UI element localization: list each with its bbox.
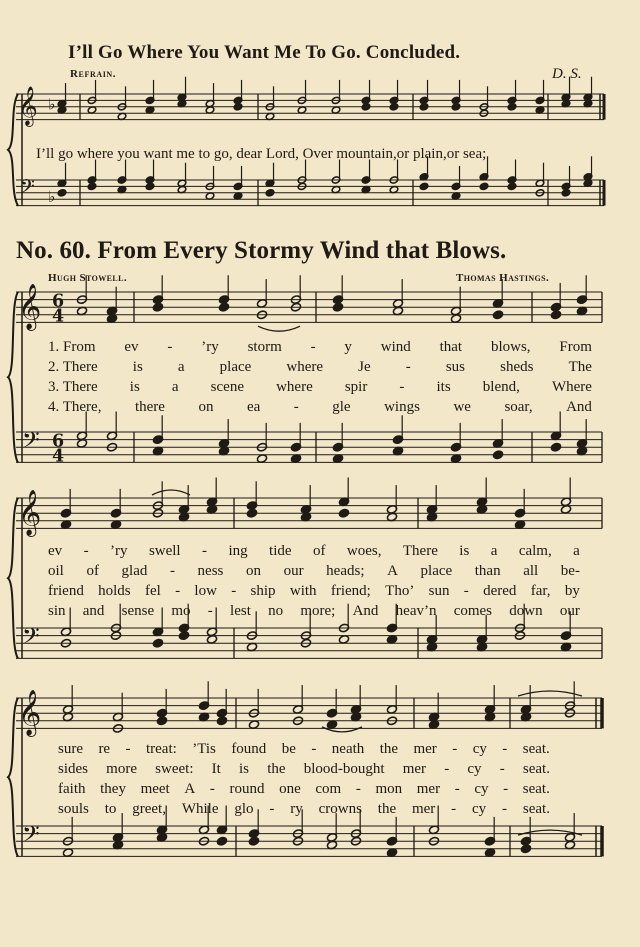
lyric-syllable: seat.: [522, 781, 550, 797]
lyric-syllable: y: [344, 339, 352, 355]
lyric-syllable: heav’n: [395, 603, 437, 619]
verse-line: [48, 602, 580, 620]
note-head: [479, 182, 488, 190]
dal-segno-mark: D. S.: [552, 66, 582, 82]
lyric-syllable: ’ry: [110, 543, 128, 559]
verse-line: [48, 398, 592, 416]
lyric-syllable: And: [352, 603, 379, 619]
lyric-syllable: -: [167, 339, 173, 355]
note-head: [389, 103, 398, 111]
lyric-syllable: is: [459, 543, 470, 559]
lyric-syllable: sheds: [500, 359, 534, 375]
lyric-syllable: fel: [144, 583, 161, 599]
slur: [152, 490, 190, 495]
lyric-syllable: -: [202, 543, 208, 559]
lyric-syllable: sus: [445, 359, 466, 375]
bass-clef: 𝄢: [22, 821, 40, 853]
lyric-syllable: sides: [58, 761, 88, 777]
lyric-syllable: we: [453, 399, 471, 415]
lyric-syllable: -: [311, 741, 317, 757]
note-head: [419, 182, 428, 190]
lyric-syllable: crowns: [318, 801, 362, 817]
lyric-syllable: From: [559, 339, 592, 355]
lyric-syllable: Tho’: [385, 583, 415, 599]
lyric-syllable: storm: [247, 339, 282, 355]
lyric-syllable: tide: [269, 543, 292, 559]
flat-sign: ♭: [48, 187, 56, 206]
lyric-syllable: dered: [483, 583, 517, 599]
treble-clef: 𝄞: [18, 489, 42, 536]
treble-clef: 𝄞: [18, 283, 42, 330]
note-head: [332, 302, 343, 312]
lyric-syllable: scene: [210, 379, 244, 395]
lyric-syllable: where: [276, 379, 313, 395]
slur: [258, 326, 300, 331]
lyric-syllable: the: [267, 761, 286, 777]
lyric-syllable: It: [211, 761, 221, 777]
lyric-syllable: no: [268, 603, 284, 619]
lyric-syllable: ry: [290, 801, 303, 817]
note-head: [233, 103, 242, 111]
time-signature: 6: [52, 431, 65, 452]
system-brace: [8, 94, 18, 206]
lyric-syllable: cy: [474, 781, 489, 797]
lyric-syllable: sweet:: [155, 761, 194, 777]
lyric-syllable: -: [269, 801, 275, 817]
lyric-syllable: A: [387, 563, 398, 579]
note-head: [550, 310, 561, 320]
lyric-syllable: 3. There: [48, 379, 98, 395]
lyric-syllable: ’Tis: [192, 741, 216, 757]
verse-line: [48, 378, 592, 396]
lyric-syllable: a: [573, 543, 580, 559]
note-head: [492, 310, 503, 320]
note-head: [338, 508, 349, 518]
note-head: [419, 103, 428, 111]
lyric-syllable: ing: [228, 543, 248, 559]
note-head: [246, 508, 257, 518]
lyric-syllable: blood-bought: [303, 761, 385, 777]
lyric-syllable: -: [451, 801, 457, 817]
lyric-syllable: -: [125, 741, 131, 757]
refrain-lyric: I’ll go where you want me to go, dear Lord, Over mountain,or plain,or sea;: [36, 146, 487, 162]
system-brace: [8, 292, 18, 462]
lyric-syllable: our: [283, 563, 304, 579]
lyric-syllable: place: [420, 563, 453, 579]
verse-line: [58, 780, 550, 798]
lyric-syllable: -: [310, 339, 316, 355]
lyric-syllable: treat:: [145, 741, 177, 757]
verse-line: [48, 562, 580, 580]
lyric-syllable: mon: [375, 781, 403, 797]
lyric-syllable: com: [315, 781, 342, 797]
lyric-syllable: where: [286, 359, 324, 375]
lyric-syllable: a: [490, 543, 498, 559]
lyric-syllable: be: [281, 741, 296, 757]
lyric-syllable: -: [399, 379, 405, 395]
lyric-syllable: a: [171, 379, 179, 395]
lyric-syllable: is: [129, 379, 140, 395]
lyric-syllable: our: [559, 603, 580, 619]
composer-credit: Thomas Hastings.: [456, 272, 550, 284]
lyric-syllable: mer: [411, 801, 436, 817]
lyric-syllable: blend,: [482, 379, 520, 395]
lyric-syllable: far,: [530, 583, 551, 599]
lyric-syllable: round: [229, 781, 265, 797]
lyric-syllable: ev: [124, 339, 139, 355]
lyric-syllable: there: [134, 399, 165, 415]
lyric-syllable: -: [209, 781, 215, 797]
note-head: [57, 189, 66, 197]
lyric-syllable: Je: [358, 359, 371, 375]
lyric-syllable: And: [566, 399, 592, 415]
lyric-syllable: cy: [472, 741, 487, 757]
lyric-syllable: There: [402, 543, 438, 559]
lyric-syllable: mer: [413, 741, 437, 757]
lyric-syllable: all: [523, 563, 539, 579]
lyric-syllable: by: [564, 583, 580, 599]
note-head: [178, 631, 189, 641]
lyric-syllable: 4. There,: [48, 399, 102, 415]
lyric-syllable: one: [279, 781, 301, 797]
lyric-syllable: and: [82, 603, 105, 619]
slur: [518, 691, 582, 696]
lyric-syllable: wind: [380, 339, 411, 355]
lyric-syllable: cy: [467, 761, 482, 777]
lyric-syllable: -: [463, 583, 469, 599]
time-signature: 4: [52, 446, 65, 467]
lyric-syllable: glad: [121, 563, 148, 579]
lyric-syllable: meet: [140, 781, 170, 797]
lyric-syllable: the: [379, 741, 399, 757]
system-brace: [8, 698, 18, 856]
lyric-syllable: sin: [48, 603, 66, 619]
lyric-syllable: they: [100, 781, 126, 797]
note-head: [361, 103, 370, 111]
lyric-syllable: A: [184, 781, 196, 797]
lyric-syllable: The: [568, 359, 592, 375]
lyric-syllable: swell: [148, 543, 181, 559]
bass-clef: 𝄢: [22, 623, 40, 655]
lyric-syllable: on: [245, 563, 261, 579]
lyric-syllable: calm,: [518, 543, 552, 559]
note-head: [218, 302, 229, 312]
lyric-syllable: is: [132, 359, 143, 375]
verse-line: [58, 740, 550, 758]
lyric-syllable: neath: [331, 741, 365, 757]
lyric-syllable: -: [355, 781, 361, 797]
flat-sign: ♭: [48, 95, 56, 114]
lyricist-credit: Hugh Stowell.: [48, 272, 128, 284]
note-head: [265, 189, 274, 197]
lyric-syllable: is: [239, 761, 250, 777]
treble-clef: 𝄞: [18, 86, 38, 126]
lyric-syllable: -: [207, 603, 213, 619]
lyric-syllable: mer: [402, 761, 427, 777]
note-head: [507, 182, 516, 190]
lyric-syllable: seat.: [522, 741, 550, 757]
lyric-syllable: -: [502, 741, 508, 757]
time-signature: 4: [52, 306, 65, 327]
bass-clef: 𝄢: [22, 427, 40, 459]
lyric-syllable: sense: [121, 603, 155, 619]
verse-line: [58, 800, 550, 818]
verse-line: [48, 542, 580, 560]
lyric-syllable: -: [444, 761, 450, 777]
lyric-syllable: blows,: [490, 339, 531, 355]
lyric-syllable: a: [177, 359, 185, 375]
note-head: [87, 182, 96, 190]
lyric-syllable: mo: [171, 603, 191, 619]
lyric-syllable: more: [106, 761, 137, 777]
lyric-syllable: -: [499, 761, 505, 777]
verse-line: [48, 582, 580, 600]
note-head: [492, 450, 503, 460]
lyric-syllable: of: [86, 563, 99, 579]
time-signature: 6: [52, 291, 65, 312]
lyric-syllable: -: [405, 359, 411, 375]
lyric-syllable: oil: [48, 563, 64, 579]
note-head: [156, 716, 167, 726]
verse-line: [58, 760, 550, 778]
lyric-syllable: lest: [230, 603, 251, 619]
lyric-syllable: to: [104, 801, 117, 817]
lyric-syllable: spir: [344, 379, 368, 395]
treble-clef: 𝄞: [18, 689, 42, 736]
lyric-syllable: found: [231, 741, 267, 757]
lyric-syllable: with: [289, 583, 317, 599]
lyric-syllable: souls: [58, 801, 89, 817]
lyric-syllable: 2. There: [48, 359, 98, 375]
lyric-syllable: -: [83, 543, 89, 559]
lyric-syllable: soar,: [504, 399, 533, 415]
note-head: [520, 844, 531, 854]
lyric-syllable: heads;: [326, 563, 365, 579]
lyric-syllable: low: [194, 583, 217, 599]
lyric-syllable: place: [219, 359, 252, 375]
note-head: [145, 182, 154, 190]
lyric-syllable: 1. From: [48, 339, 96, 355]
lyric-syllable: holds: [98, 583, 131, 599]
lyric-syllable: gle: [332, 399, 351, 415]
note-head: [550, 442, 561, 452]
lyric-syllable: friend: [48, 583, 84, 599]
lyric-syllable: than: [474, 563, 501, 579]
lyric-syllable: the: [377, 801, 397, 817]
lyric-syllable: seat.: [522, 801, 550, 817]
note-head: [561, 189, 570, 197]
lyric-syllable: -: [454, 781, 460, 797]
lyric-syllable: ev: [48, 543, 63, 559]
verse-line: [48, 358, 592, 376]
note-head: [152, 302, 163, 312]
note-head: [451, 103, 460, 111]
lyric-syllable: ship: [250, 583, 276, 599]
verse-line: [48, 338, 592, 356]
bass-clef: 𝄢: [20, 176, 35, 203]
lyric-syllable: of: [312, 543, 326, 559]
lyric-syllable: woes,: [346, 543, 382, 559]
lyric-syllable: -: [293, 399, 299, 415]
note-head: [216, 836, 227, 846]
lyric-syllable: While: [181, 801, 219, 817]
lyric-syllable: glo: [234, 801, 254, 817]
lyric-syllable: mer: [416, 781, 441, 797]
lyric-syllable: friend;: [330, 583, 371, 599]
note-head: [152, 638, 163, 648]
lyric-syllable: on: [198, 399, 214, 415]
lyric-syllable: down: [509, 603, 543, 619]
lyric-syllable: be-: [560, 563, 580, 579]
lyric-syllable: sure: [58, 741, 83, 757]
lyric-syllable: -: [452, 741, 458, 757]
lyric-syllable: more;: [300, 603, 336, 619]
lyric-syllable: ea: [246, 399, 261, 415]
lyric-syllable: its: [436, 379, 451, 395]
note-head: [216, 716, 227, 726]
lyric-syllable: ness: [197, 563, 224, 579]
lyric-syllable: comes: [453, 603, 493, 619]
lyric-syllable: wings: [384, 399, 420, 415]
lyric-syllable: -: [502, 801, 508, 817]
lyric-syllable: cy: [472, 801, 487, 817]
note-head: [507, 103, 516, 111]
lyric-syllable: faith: [58, 781, 86, 797]
lyric-syllable: that: [439, 339, 463, 355]
lyric-syllable: greet,: [132, 801, 166, 817]
note-head: [248, 836, 259, 846]
lyric-syllable: sun: [428, 583, 450, 599]
continued-hymn-title: I’ll Go Where You Want Me To Go. Concluded.: [68, 42, 461, 63]
lyric-syllable: -: [175, 583, 181, 599]
lyric-syllable: Where: [551, 379, 592, 395]
lyric-syllable: -: [503, 781, 509, 797]
lyric-syllable: seat.: [522, 761, 550, 777]
system-brace: [8, 498, 18, 658]
hymn-title: No. 60. From Every Stormy Wind that Blows.: [16, 237, 507, 264]
lyric-syllable: -: [169, 563, 175, 579]
refrain-label: Refrain.: [70, 68, 117, 80]
lyric-syllable: re: [98, 741, 111, 757]
lyric-syllable: ’ry: [201, 339, 219, 355]
lyric-syllable: -: [231, 583, 237, 599]
